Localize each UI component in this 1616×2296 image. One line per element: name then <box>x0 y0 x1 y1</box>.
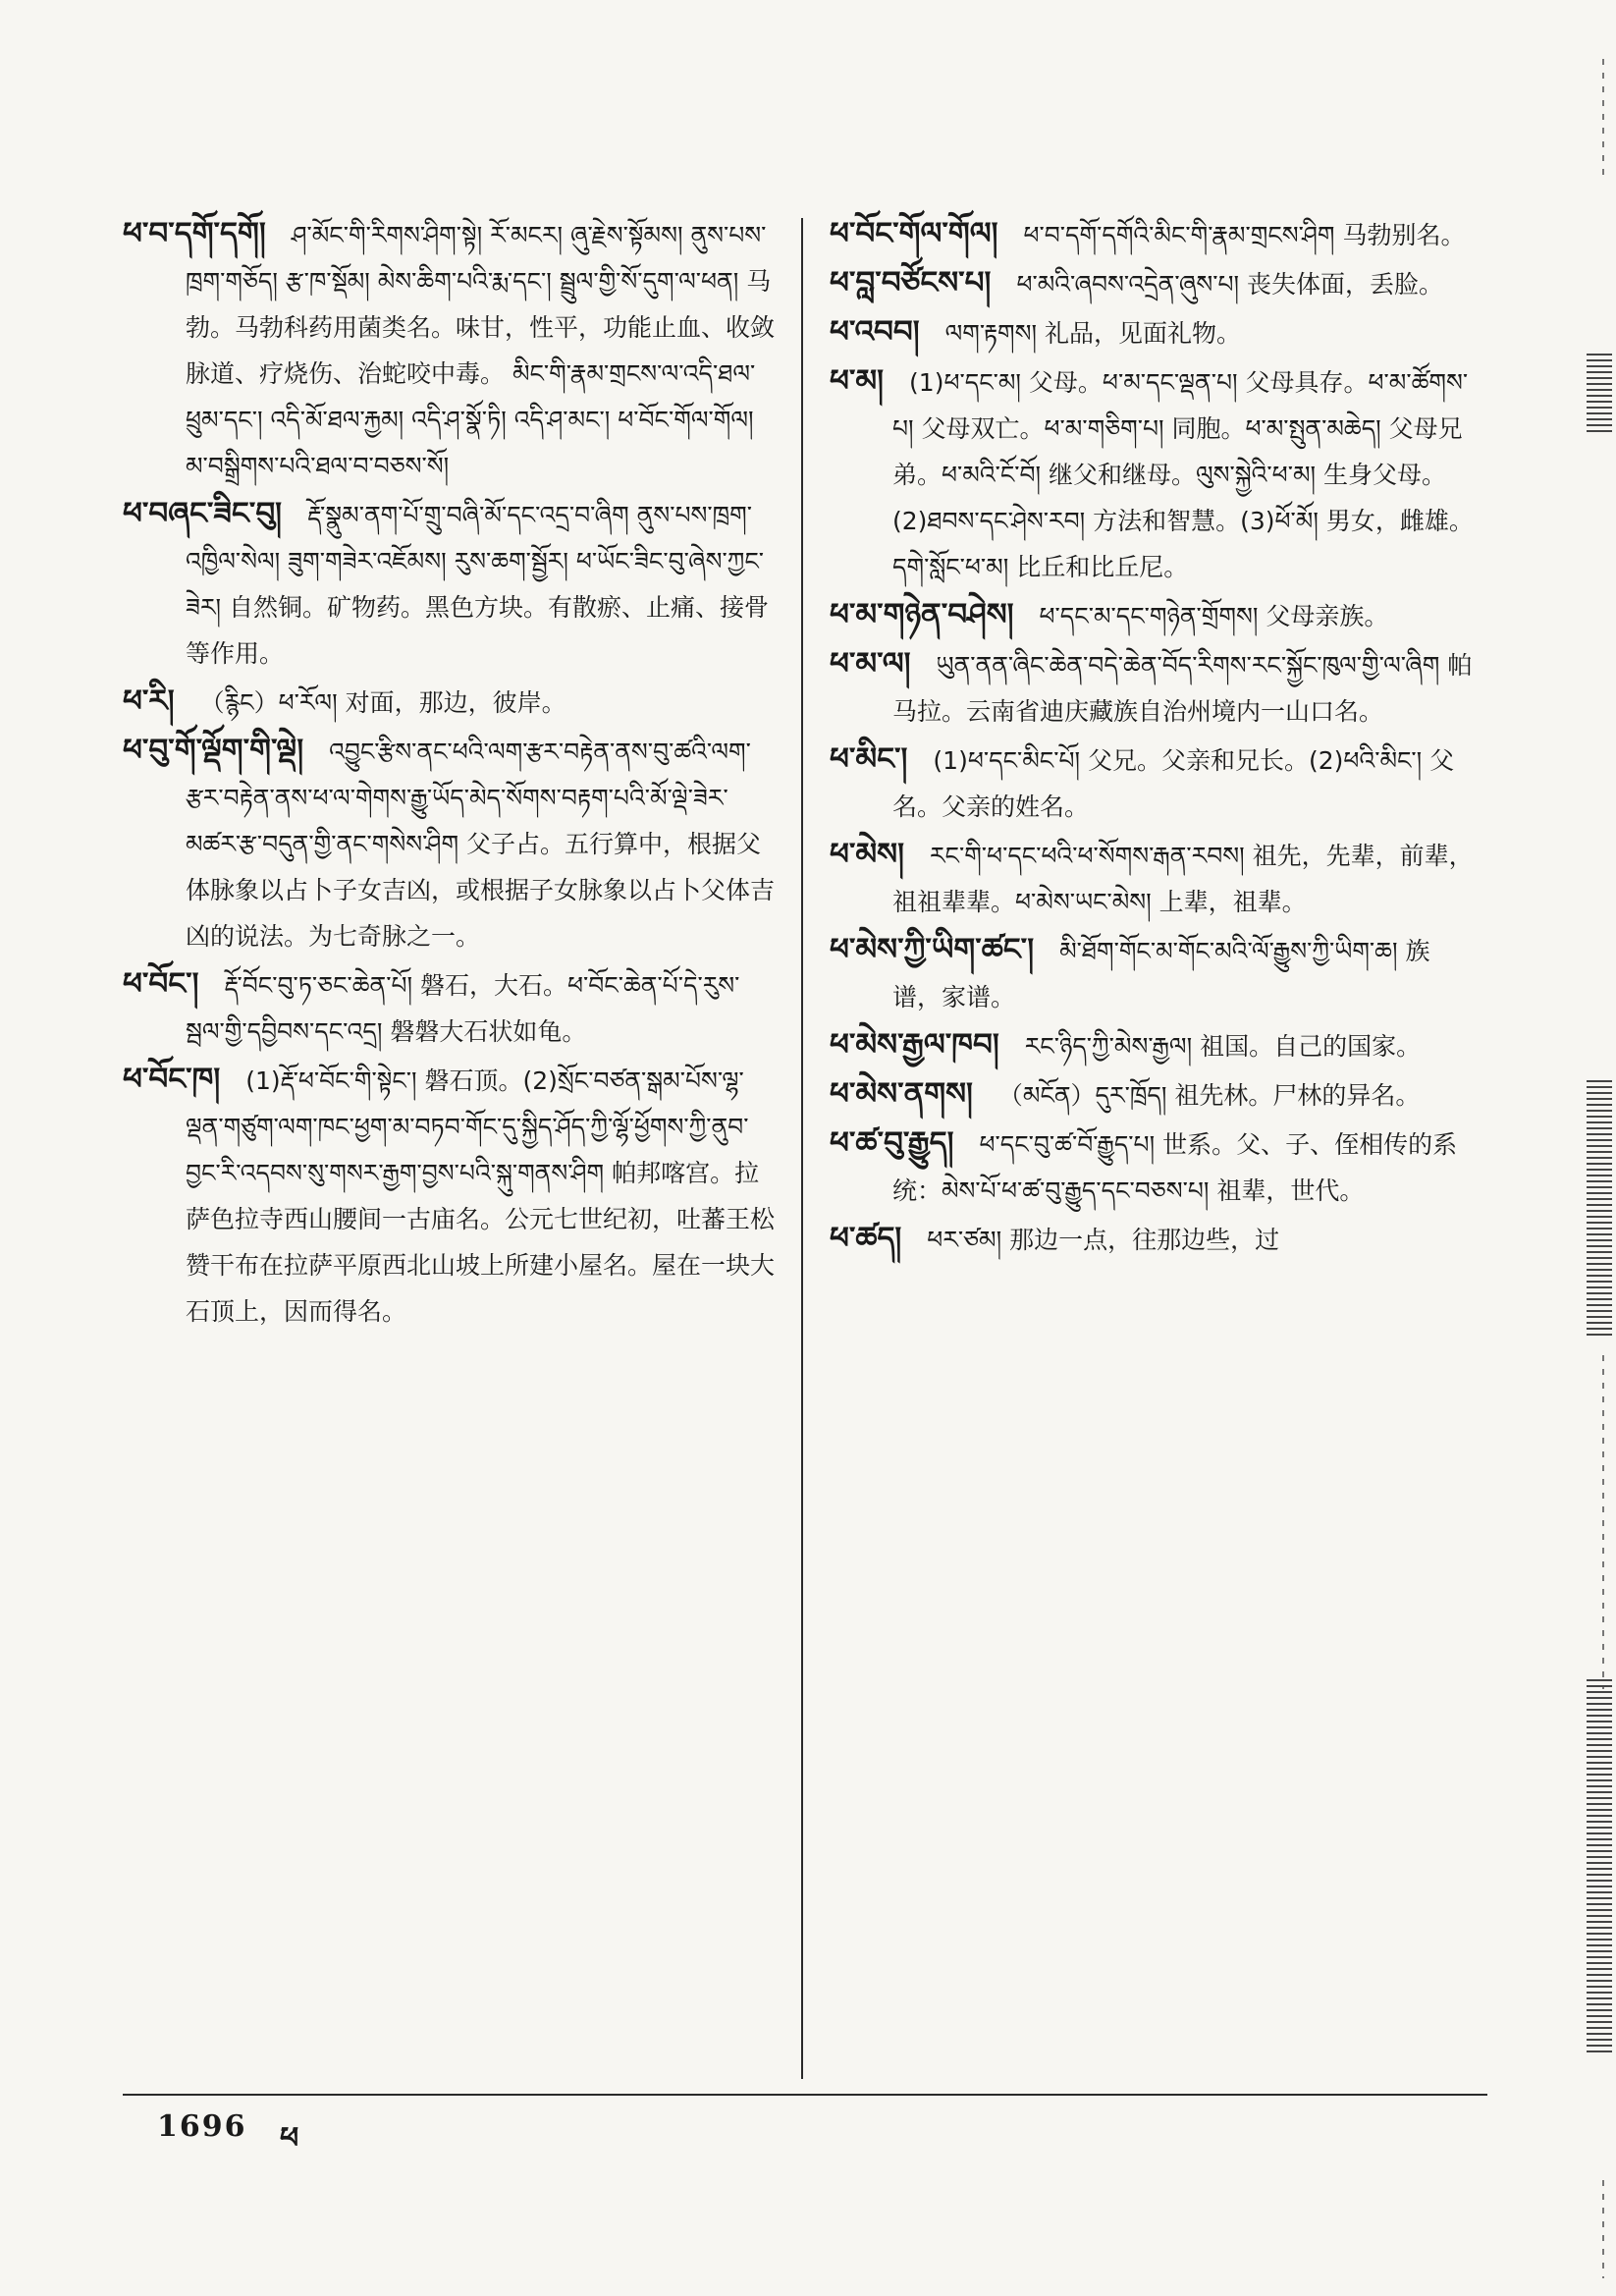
entry-headword: ཕ་མིང་། <box>830 741 908 777</box>
dictionary-entry <box>830 641 1478 735</box>
entry-headword: ཕ་བོང་ཁ། <box>123 1062 221 1097</box>
entry-headword: ཕ་མ་གཉེན་བཤེས། <box>830 597 1014 632</box>
dictionary-entry <box>123 679 776 726</box>
dictionary-entry <box>830 832 1478 925</box>
dictionary-entry <box>123 491 776 677</box>
dictionary-entry <box>830 737 1478 830</box>
entry-definition: ཕ་དང་བུ་ཚ་བོ་རྒྱུད་པ། 世系。父、子、侄相传的系统：མེས་པོ་ཕ་ཚ་བུ་རྒྱུད་དང་བཅས་པ། 祖辈，世代。 <box>892 1130 1458 1205</box>
entry-headword: ཕ་མེས་ཀྱི་ཡིག་ཚང་། <box>830 932 1035 967</box>
dictionary-entry <box>830 358 1478 590</box>
entry-definition: (1)ཕ་དང་མ། 父母。ཕ་མ་དང་ལྡན་པ། 父母具存。ཕ་མ་ཚོགས་པ། 父母双亡。ཕ་མ་གཅིག་པ། 同胞。ཕ་མ་སྤུན་མཆེད། 父母兄弟。ཕ་མའི་ངོ་བོ། 继父和继母。ལུས་སྐྱེའི་ཕ་མ། 生身父母。(2)ཐབས་དང་ཤེས་རབ། 方法和智慧。(3)ཕོ་མོ། 男女，雌雄。དགེ་སློང་ཕ་མ། 比丘和比丘尼。 <box>892 368 1474 581</box>
dictionary-entry <box>830 592 1478 639</box>
entry-definition: རྡོ་སྣུམ་ནག་པོ་གྲུ་བཞི་མོ་དང་འདྲ་བ་ཞིག ནུས་པས་ཁྲག་འཁྱིལ་སེལ། ཟུག་གཟེར་འཇོམས། རུས་ཆག་སྦྱོར། ཕ་ཡོང་ཟིང་བུ་ཞེས་ཀྱང་ཟེར། 自然铜。矿物药。黑色方块。有散瘀、止痛、接骨等作用。 <box>186 501 770 668</box>
entry-headword: ཕ་མ། <box>830 363 885 399</box>
dictionary-entry <box>830 309 1478 356</box>
scan-edge-marks <box>1577 59 1616 2278</box>
dictionary-entry <box>830 1216 1478 1263</box>
entry-definition: (1)ཕ་དང་མིང་པོ། 父兄。父亲和兄长。(2)ཕའི་མིང་། 父名。父亲的姓名。 <box>892 746 1455 821</box>
entry-headword: ཕ་རི། <box>123 683 175 719</box>
dictionary-entry <box>830 211 1478 258</box>
entry-headword: ཕ་ཚ་བུ་རྒྱུད། <box>830 1125 954 1161</box>
entry-definition: （རྙིང）ཕ་རོལ། 对面，那边，彼岸。 <box>199 688 566 717</box>
entry-definition: རང་ཉིད་ཀྱི་མེས་རྒྱལ། 祖国。自己的国家。 <box>1024 1032 1422 1061</box>
entry-headword: ཕ་བོང་། <box>123 966 199 1002</box>
entry-definition: ལག་རྟགས། 礼品，见面礼物。 <box>944 319 1242 348</box>
entry-definition: ཕ་བ་དགོ་དགོའི་མིང་གི་རྣམ་གྲངས་ཤིག 马勃别名。 <box>1023 221 1466 249</box>
dictionary-entry <box>830 1071 1478 1119</box>
dictionary-entry <box>123 728 776 959</box>
entry-headword: ཕ་ཚད། <box>830 1221 902 1256</box>
left-column <box>123 211 776 1337</box>
dictionary-entry <box>830 1121 1478 1214</box>
dictionary-entry <box>830 1022 1478 1069</box>
dictionary-entry <box>830 260 1478 307</box>
entry-definition: འབྱུང་རྩིས་ནང་ཕའི་ལག་རྩར་བརྟེན་ནས་བུ་ཚའི་ལག་རྩར་བརྟེན་ནས་ཕ་ལ་གེགས་རྒྱུ་ཡོད་མེད་སོགས་བརྟག་པའི་མོ་ལྡེ་ཟེར་མཚར་རྩ་བདུན་གྱི་ནང་གསེས་ཤིག 父子占。五行算中，根据父体脉象以占卜子女吉凶，或根据子女脉象以占卜父体吉凶的说法。为七奇脉之一。 <box>186 738 776 951</box>
column-divider <box>801 218 803 2079</box>
entry-definition: རྡོ་བོང་བུ་ཏ་ཅང་ཆེན་པོ། 磐石，大石。ཕ་བོང་ཆེན་པོ་དེ་རུས་སྦལ་གྱི་དབྱིབས་དང་འདྲ། 磐磐大石状如龟。 <box>186 971 740 1046</box>
entry-headword: ཕ་བོང་གོལ་གོལ། <box>830 216 998 251</box>
entry-definition: ཕ་དང་མ་དང་གཉེན་གྲོགས། 父母亲族。 <box>1039 602 1389 630</box>
entry-definition: ཕ་མའི་ཞབས་འདྲེན་ཞུས་པ། 丧失体面，丢脸。 <box>1016 270 1443 299</box>
entry-definition: ཤ་མོང་གི་རིགས་ཤིག་སྟེ། རོ་མངར། ཞུ་རྗེས་སྟོམས། ནུས་པས་ཁྲག་གཅོད། རྩ་ཁ་སྡོམ། མེས་ཆིག་པའི་རྨ་དང་། སྦྲུལ་གྱི་སོ་དུག་ལ་ཕན། 马勃。马勃科药用菌类名。味甘，性平，功能止血、收敛脉道、疗烧伤、治蛇咬中毒。 མིང་གི་རྣམ་གྲངས་ལ་འདི་ཐལ་ཕྲུམ་དང་། འདི་མོ་ཐལ་རྐྱམ། འདི་ཤ་སྣོ་ཏི། འདི་ཤ་མང་། ཕ་བོང་གོལ་གོལ། མ་བསྒྲིགས་པའི་ཐལ་བ་བཅས་སོ། <box>186 221 776 480</box>
entry-headword: ཕ་འབབ། <box>830 314 920 350</box>
entry-headword: ཕ་བླ་བཙོངས་པ། <box>830 265 992 301</box>
entry-headword: ཕ་བཞང་ཟིང་བུ། <box>123 496 283 531</box>
entry-definition: མི་ཐོག་གོང་མ་གོང་མའི་ལོ་རྒྱུས་ཀྱི་ཡིག་ཆ། 族谱，家谱。 <box>892 937 1430 1011</box>
entry-headword: ཕ་བ་དགོ་དགོ། <box>123 216 266 251</box>
dictionary-entry <box>123 1057 776 1335</box>
dictionary-entry <box>830 927 1478 1020</box>
entry-definition: ཡུན་ནན་ཞིང་ཆེན་བདེ་ཆེན་བོད་རིགས་རང་སྐྱོང་ཁུལ་གྱི་ལ་ཞིག 帕马拉。云南省迪庆藏族自治州境内一山口名。 <box>892 651 1473 726</box>
page-section-letter: ཕ <box>280 2121 299 2156</box>
entry-headword: ཕ་མ་ལ། <box>830 646 911 682</box>
dictionary-entry <box>123 961 776 1055</box>
footer-rule <box>123 2094 1487 2096</box>
entry-headword: ཕ་མེས། <box>830 837 904 872</box>
entry-definition: (1)རྡོ་ཕ་བོང་གི་སྟེང་། 磐石顶。(2)སྲོང་བཙན་སྒམ་པོས་ལྷ་ལྡན་གཙུག་ལག་ཁང་ཕྱག་མ་བཏབ་གོང་དུ་སྐྱིད་ཤོད་ཀྱི་ལྷོ་ཕྱོགས་ཀྱི་ནུབ་བྱང་རི་འདབས་སུ་གསར་རྒྱག་བྱས་པའི་སྐུ་གནས་ཤིག 帕邦喀宫。拉萨色拉寺西山腰间一古庙名。公元七世纪初，吐蕃王松赞干布在拉萨平原西北山坡上所建小屋名。屋在一块大石顶上，因而得名。 <box>186 1066 776 1326</box>
dictionary-entry <box>123 211 776 489</box>
entry-definition: （མངོན）དུར་ཁྲོད། 祖先林。尸林的异名。 <box>997 1081 1421 1110</box>
entry-headword: ཕ་བུ་གོ་ལྡོག་གི་ལྡེ། <box>123 733 304 768</box>
right-column <box>830 211 1478 1265</box>
entry-headword: ཕ་མེས་རྒྱལ་ཁབ། <box>830 1027 999 1063</box>
entry-headword: ཕ་མེས་ནགས། <box>830 1076 973 1112</box>
entry-definition: རང་གི་ཕ་དང་ཕའི་ཕ་སོགས་རྒན་རབས། 祖先，先辈，前辈，祖祖辈辈。ཕ་མེས་ཡང་མེས། 上辈，祖辈。 <box>892 842 1474 916</box>
entry-definition: ཕར་ཙམ། 那边一点，往那边些，过 <box>927 1226 1280 1254</box>
page-number: 1696 <box>157 2109 247 2144</box>
